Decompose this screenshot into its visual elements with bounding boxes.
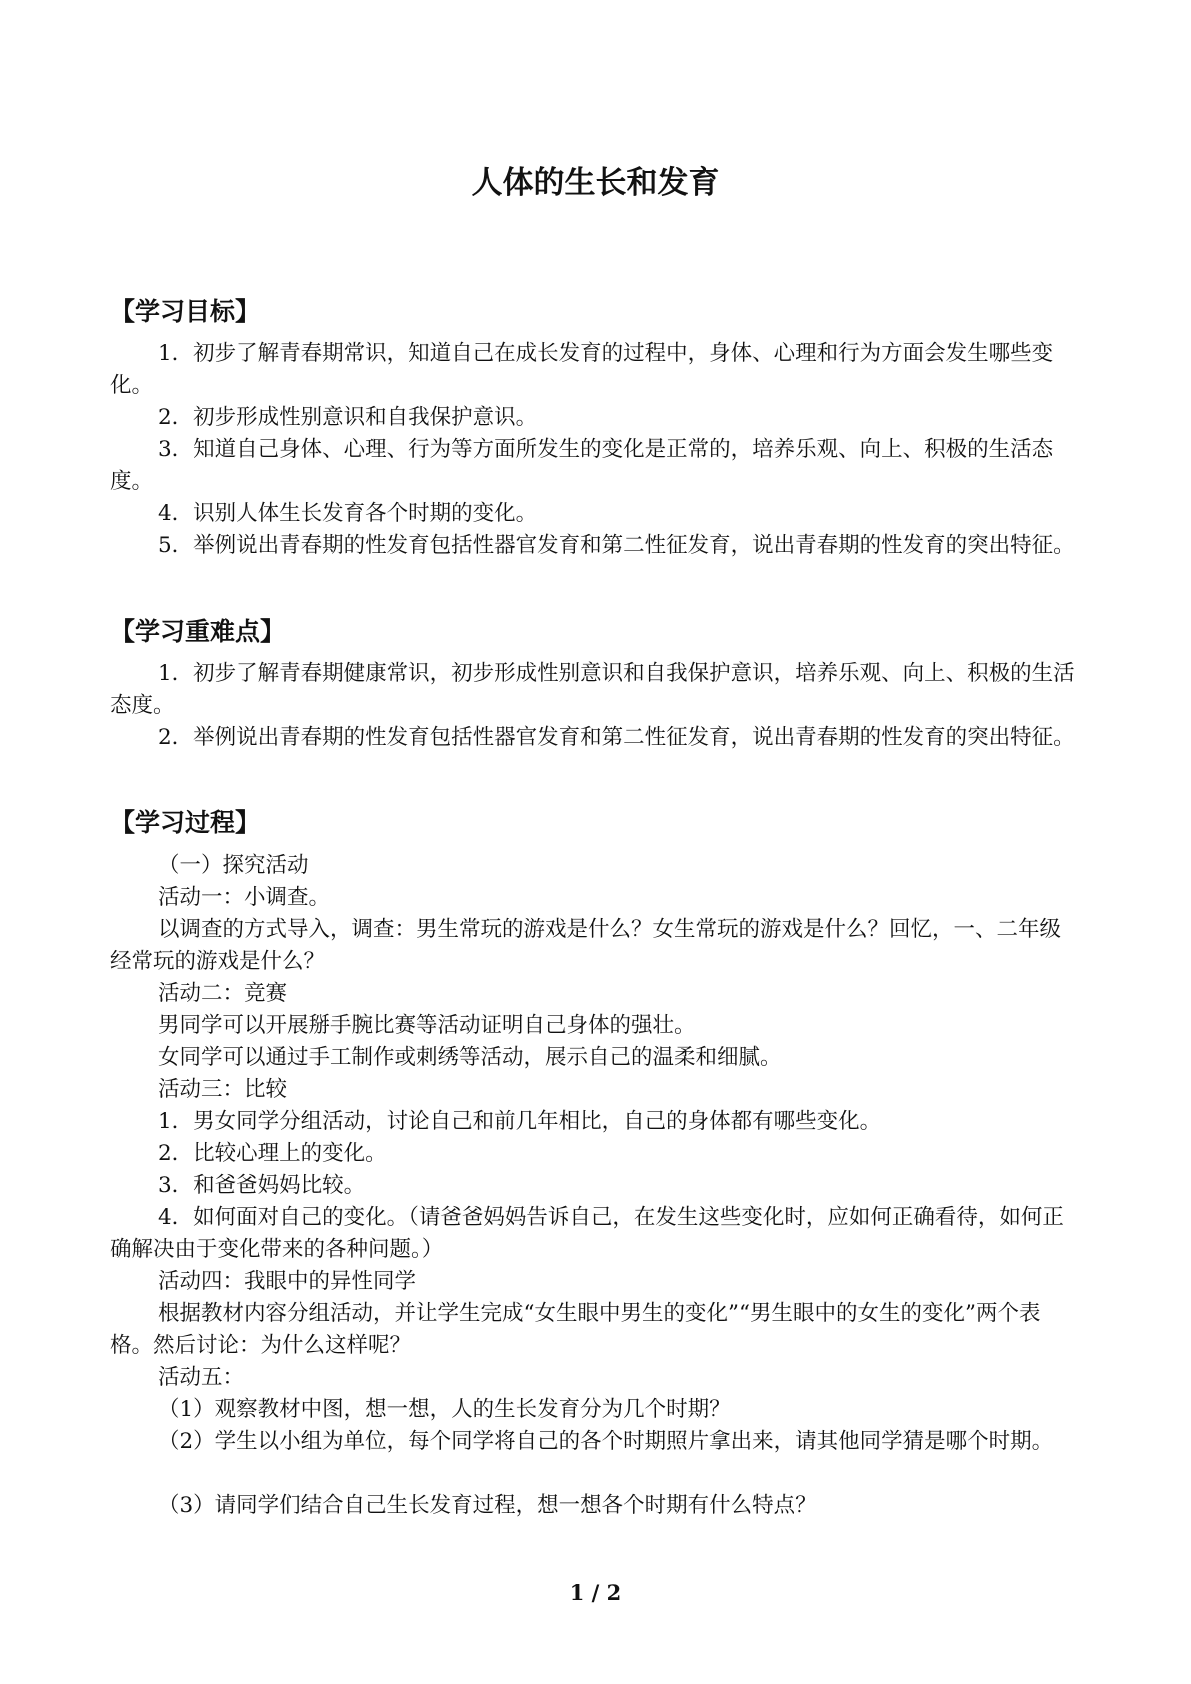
paragraph: 2．比较心理上的变化。 (158, 1141, 387, 1166)
paragraph: （1）观察教材中图，想一想，人的生长发育分为几个时期？ (158, 1397, 731, 1422)
paragraph: （2）学生以小组为单位，每个同学将自己的各个时期照片拿出来，请其他同学猜是哪个时期。 (158, 1429, 1054, 1454)
paragraph: 5．举例说出青春期的性发育包括性器官发育和第二性征发育，说出青春期的性发育的突出特征。 (158, 533, 1075, 558)
paragraph: 活动二：竞赛 (158, 981, 288, 1006)
paragraph: 4．识别人体生长发育各个时期的变化。 (158, 501, 538, 526)
paragraph: 3．和爸爸妈妈比较。 (158, 1173, 366, 1198)
document-title: 人体的生长和发育 (471, 165, 720, 201)
paragraph: 2．初步形成性别意识和自我保护意识。 (158, 405, 538, 430)
section-heading-process: 【学习过程】 (110, 808, 261, 837)
paragraph: 以调查的方式导入，调查：男生常玩的游戏是什么？女生常玩的游戏是什么？回忆，一、二年级经常玩的游戏是什么？ (110, 917, 1062, 974)
paragraph: 男同学可以开展掰手腕比赛等活动证明自己身体的强壮。 (158, 1013, 696, 1038)
paragraph: 1．初步了解青春期健康常识，初步形成性别意识和自我保护意识，培养乐观、向上、积极的生活态度。 (110, 661, 1075, 718)
paragraph: （一）探究活动 (158, 853, 309, 878)
paragraph: 2．举例说出青春期的性发育包括性器官发育和第二性征发育，说出青春期的性发育的突出特征。 (158, 725, 1075, 750)
paragraph: 1．初步了解青春期常识，知道自己在成长发育的过程中，身体、心理和行为方面会发生哪些变化。 (110, 341, 1054, 398)
paragraph: 活动五： (158, 1365, 245, 1390)
paragraph: 根据教材内容分组活动，并让学生完成“女生眼中男生的变化”“男生眼中的女生的变化”两个表格。然后讨论：为什么这样呢？ (110, 1301, 1041, 1358)
paragraph: 1．男女同学分组活动，讨论自己和前几年相比，自己的身体都有哪些变化。 (158, 1109, 882, 1134)
section-heading-key-points: 【学习重难点】 (110, 617, 286, 646)
page-number: 1 / 2 (569, 1580, 622, 1605)
paragraph: 活动四：我眼中的异性同学 (158, 1269, 417, 1294)
paragraph: 女同学可以通过手工制作或刺绣等活动，展示自己的温柔和细腻。 (158, 1045, 782, 1070)
paragraph: 4．如何面对自己的变化。（请爸爸妈妈告诉自己，在发生这些变化时，应如何正确看待，如何正确解决由于变化带来的各种问题。） (110, 1205, 1064, 1262)
section-heading-objectives: 【学习目标】 (110, 297, 261, 326)
paragraph: （3）请同学们结合自己生长发育过程，想一想各个时期有什么特点？ (158, 1493, 817, 1518)
paragraph: 活动一：小调查。 (158, 885, 331, 910)
paragraph: 活动三：比较 (158, 1077, 288, 1102)
paragraph: 3．知道自己身体、心理、行为等方面所发生的变化是正常的，培养乐观、向上、积极的生活态度。 (110, 437, 1054, 494)
